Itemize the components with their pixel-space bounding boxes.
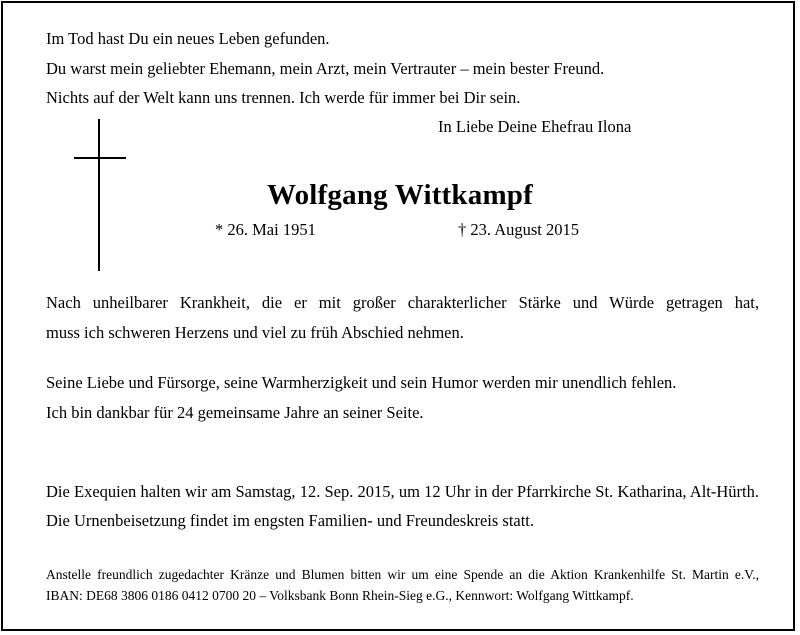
funeral-line-2: Die Urnenbeisetzung findet im engsten Familien- und Freundeskreis statt. bbox=[46, 511, 535, 530]
paragraph-1-line-2: muss ich schweren Herzens und viel zu früh Abschied nehmen. bbox=[46, 323, 464, 342]
death-date: † 23. August 2015 bbox=[458, 220, 580, 239]
cross-icon-bar bbox=[74, 157, 126, 159]
paragraph-2-line-2: Ich bin dankbar für 24 gemeinsame Jahre an seiner Seite. bbox=[46, 403, 424, 422]
poem-line-2: Du warst mein geliebter Ehemann, mein Arzt, mein Vertrauter – mein bester Freund. bbox=[46, 59, 605, 78]
poem-line-3: Nichts auf der Welt kann uns trennen. Ich werde für immer bei Dir sein. bbox=[46, 88, 521, 107]
donation-line-1: Anstelle freundlich zugedachter Kränze und Blumen bitten wir um eine Spende an die Aktion Krankenhilfe St. Martin e.V., bbox=[46, 567, 759, 582]
donation-line-2: IBAN: DE68 3806 0186 0412 0700 20 – Volksbank Bonn Rhein-Sieg e.G., Kennwort: Wolfgang Wittkampf. bbox=[46, 588, 634, 603]
funeral-line-1: Die Exequien halten wir am Samstag, 12. Sep. 2015, um 12 Uhr in der Pfarrkirche St. Katharina, Alt-Hürth. bbox=[46, 482, 759, 501]
paragraph-1-line-1: Nach unheilbarer Krankheit, die er mit großer charakterlicher Stärke und Würde getragen hat, bbox=[46, 293, 759, 312]
paragraph-2-line-1: Seine Liebe und Fürsorge, seine Warmherzigkeit und sein Humor werden mir unendlich fehlen. bbox=[46, 373, 677, 392]
poem-signature: In Liebe Deine Ehefrau Ilona bbox=[438, 117, 632, 136]
poem-line-1: Im Tod hast Du ein neues Leben gefunden. bbox=[46, 29, 330, 48]
deceased-name: Wolfgang Wittkampf bbox=[267, 179, 533, 211]
birth-date: * 26. Mai 1951 bbox=[215, 220, 316, 239]
